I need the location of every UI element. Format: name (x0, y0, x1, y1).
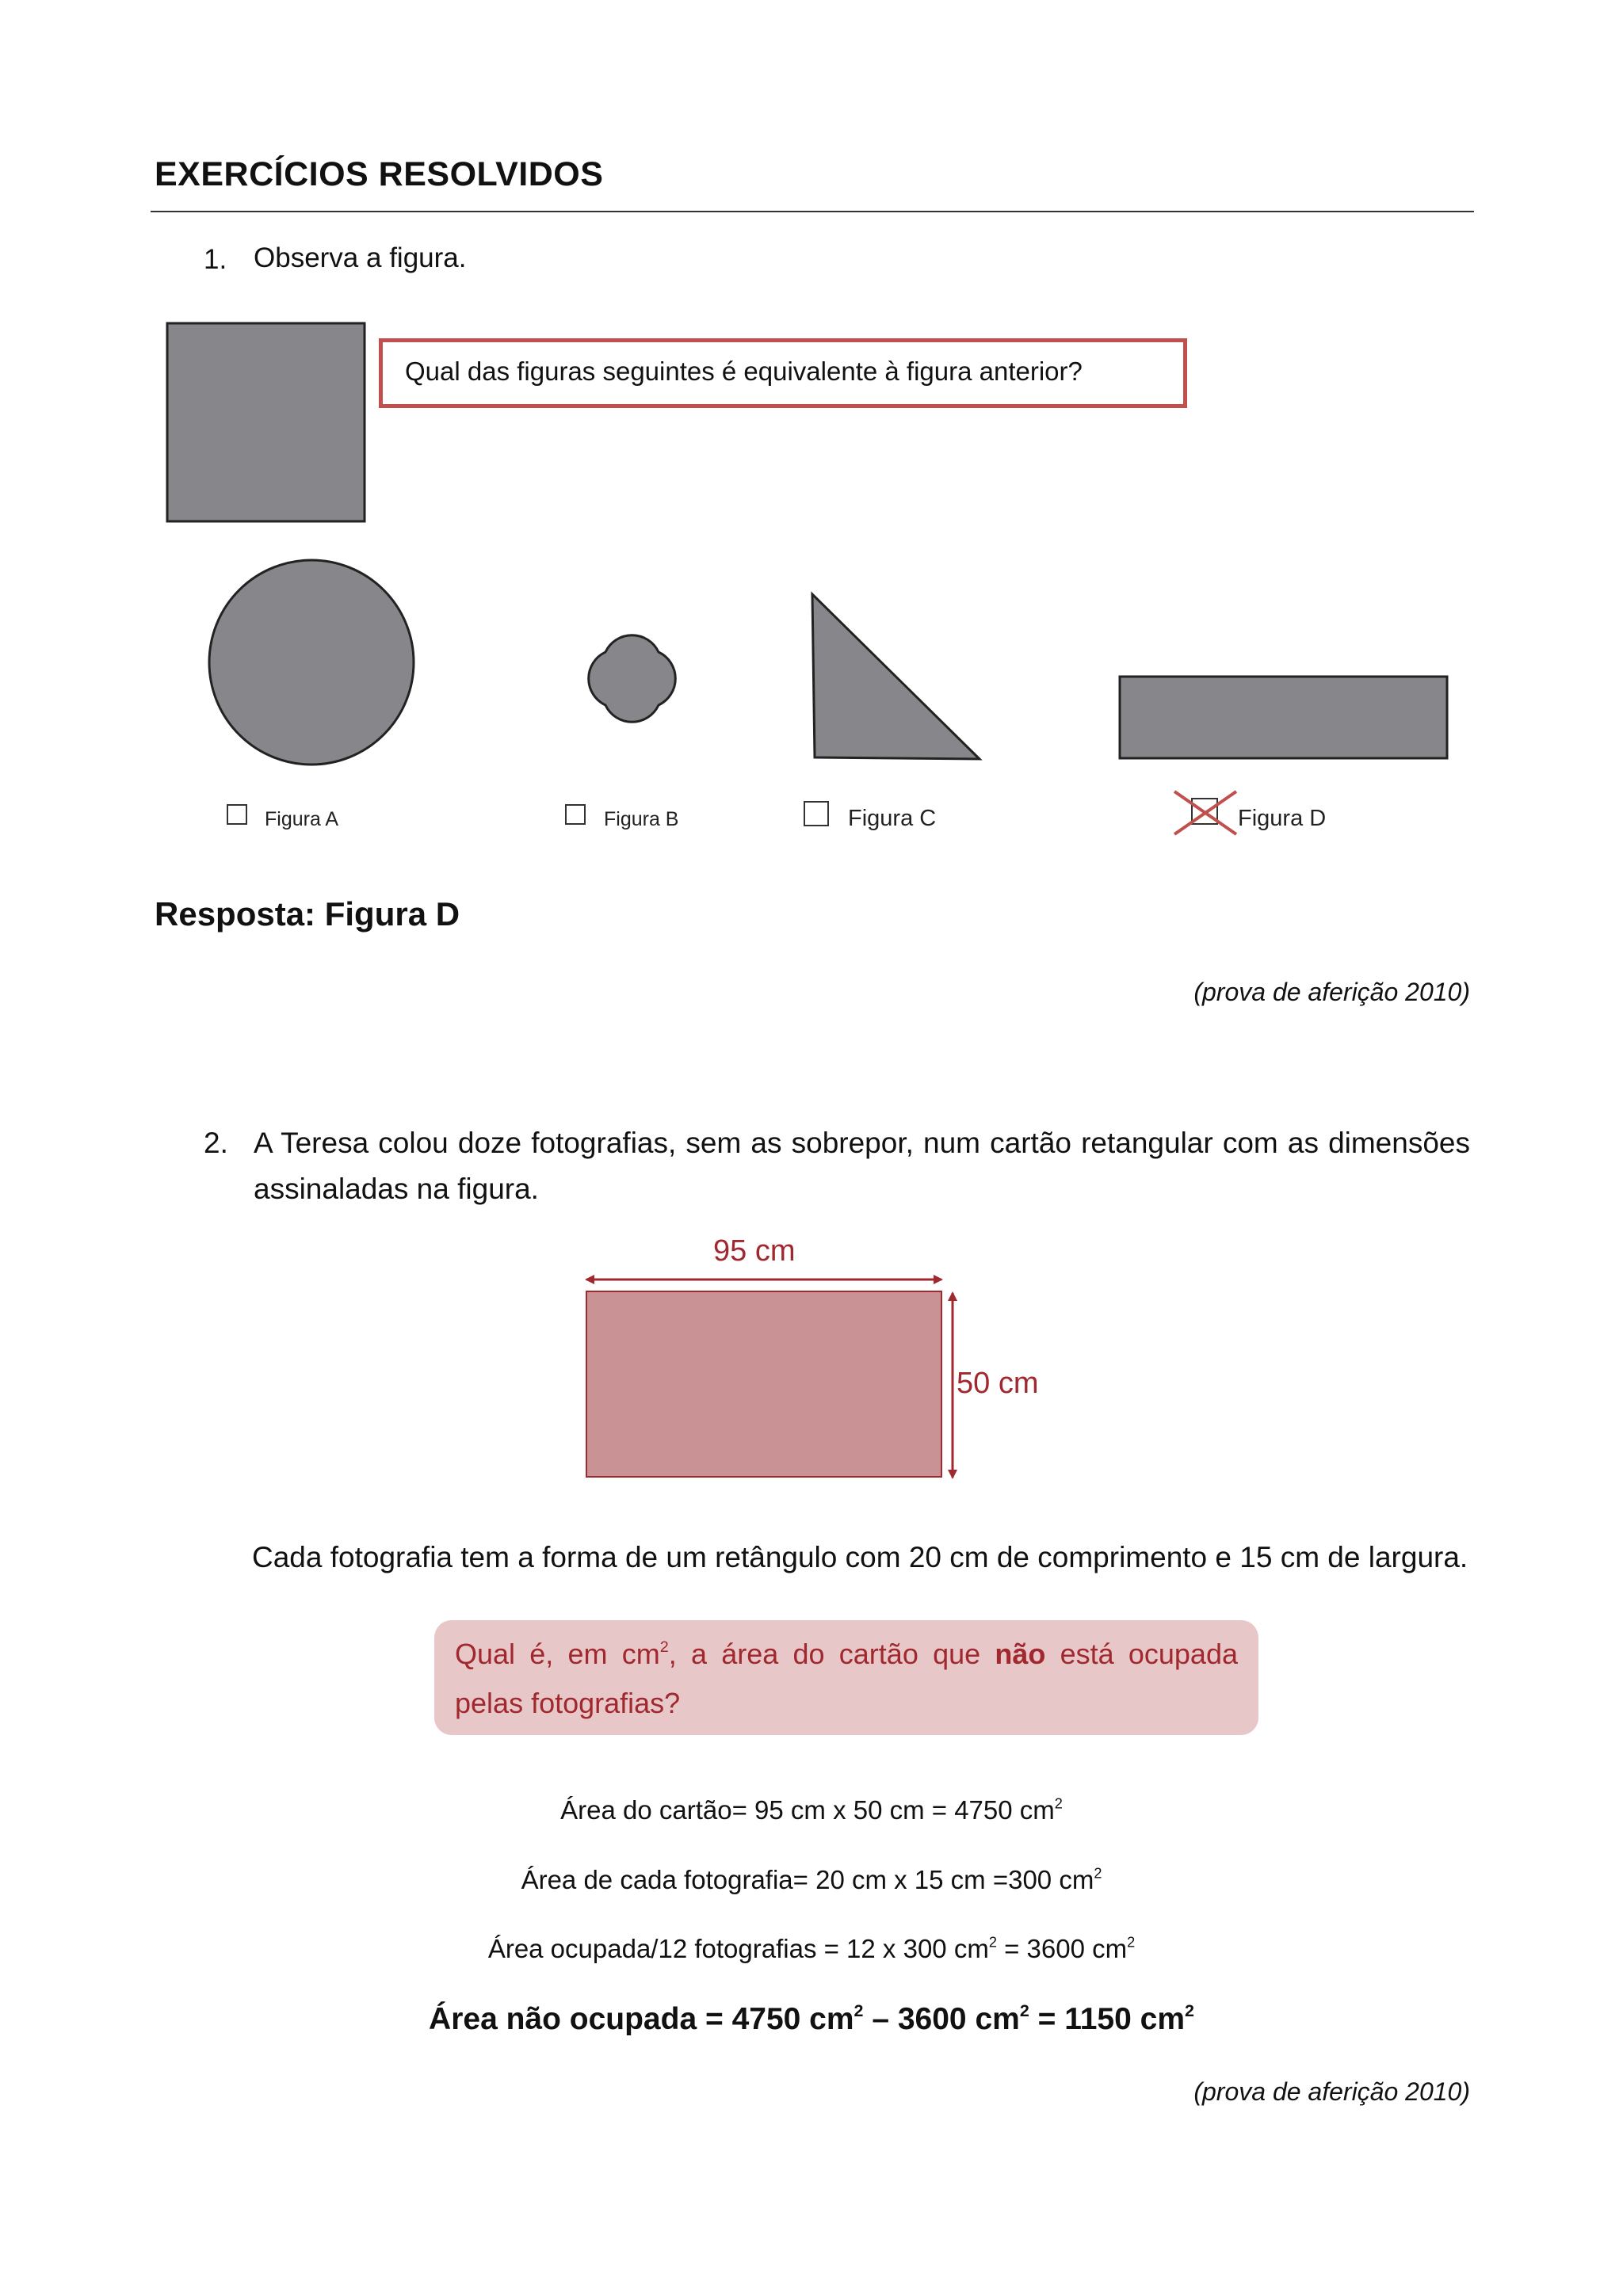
figure-b-checkbox[interactable] (565, 804, 586, 825)
question-text-part-1: Qual é, em cm (455, 1638, 660, 1670)
figure-d-rectangle (1120, 677, 1447, 758)
figure-d-label: Figura D (1238, 806, 1327, 831)
card-diagram (555, 1220, 1062, 1489)
calc-card-area-sup: 2 (1054, 1795, 1063, 1812)
figure-c-triangle (812, 594, 980, 759)
width-label: 95 cm (713, 1234, 796, 1268)
question-bold-nao: não (995, 1638, 1046, 1670)
figure-a-checkbox[interactable] (227, 804, 247, 825)
calc-free-sup-3: 2 (1185, 2000, 1194, 2020)
calc-photo-area (0, 1865, 1623, 1895)
figure-c-label: Figura C (848, 806, 937, 831)
calc-card-area-text: Área do cartão= 95 cm x 50 cm = 4750 cm (560, 1795, 1055, 1825)
calc-occupied-text-a: Área ocupada/12 fotografias = 12 x 300 cm (487, 1934, 989, 1963)
calc-occupied-sup-2: 2 (1127, 1934, 1136, 1951)
calc-free-text-c: = 1150 cm (1029, 2002, 1186, 2036)
calc-card-area (0, 1795, 1623, 1825)
figure-d-cross-mark (1170, 787, 1241, 839)
question-text-part-2: , a área do cartão que (668, 1638, 995, 1670)
exercise-2-statement: A Teresa colou doze fotografias, sem as sobrepor, num cartão retangular com as dimensões assinaladas na figura. (254, 1127, 1470, 1205)
exercise-2-number: 2. (204, 1127, 228, 1159)
figure-b-quatrefoil (589, 635, 676, 723)
question-sup: 2 (659, 1638, 669, 1657)
calc-occupied-area (0, 1934, 1623, 1964)
figure-c-checkbox[interactable] (804, 801, 829, 826)
calc-free-text-a: Área não ocupada = 4750 cm (429, 2002, 854, 2036)
exercise-1-question: Qual das figuras seguintes é equivalente à figura anterior? (405, 357, 1083, 386)
exercise-1-figures (0, 0, 1623, 871)
height-label: 50 cm (957, 1367, 1039, 1400)
card-rectangle (586, 1291, 941, 1477)
calc-free-sup-1: 2 (854, 2000, 864, 2020)
exercise-2-question-line-1 (455, 1630, 1238, 1679)
exercise-2-question-line-2: pelas fotografias? (455, 1687, 681, 1719)
calc-free-area (0, 2002, 1623, 2037)
calc-occupied-sup-1: 2 (988, 1934, 997, 1951)
figure-b-label: Figura B (604, 808, 679, 830)
exercise-1-answer: Resposta: Figura D (155, 895, 460, 933)
exercise-1-question-box (379, 338, 1187, 408)
exercise-1-number: 1. (204, 244, 227, 275)
exercise-2-question-box (434, 1620, 1258, 1735)
page-title: EXERCÍCIOS RESOLVIDOS (155, 155, 604, 193)
calc-free-sup-2: 2 (1019, 2000, 1029, 2020)
reference-square (167, 323, 365, 521)
calc-photo-area-text: Área de cada fotografia= 20 cm x 15 cm =300 cm (521, 1865, 1094, 1894)
exercise-1-instruction: Observa a figura. (254, 242, 467, 273)
figure-a-label: Figura A (265, 808, 339, 830)
question-text-part-3: está ocupada (1045, 1638, 1238, 1670)
calc-free-text-b: – 3600 cm (863, 2002, 1020, 2036)
calc-photo-area-sup: 2 (1094, 1865, 1102, 1882)
figure-a-circle (209, 560, 414, 765)
photo-dimensions-text: Cada fotografia tem a forma de um retângulo com 20 cm de comprimento e 15 cm de largura. (252, 1541, 1468, 1573)
calc-occupied-text-b: = 3600 cm (996, 1934, 1128, 1963)
exercise-1-source: (prova de aferição 2010) (1193, 978, 1470, 1006)
exercise-2-source: (prova de aferição 2010) (1193, 2077, 1470, 2106)
